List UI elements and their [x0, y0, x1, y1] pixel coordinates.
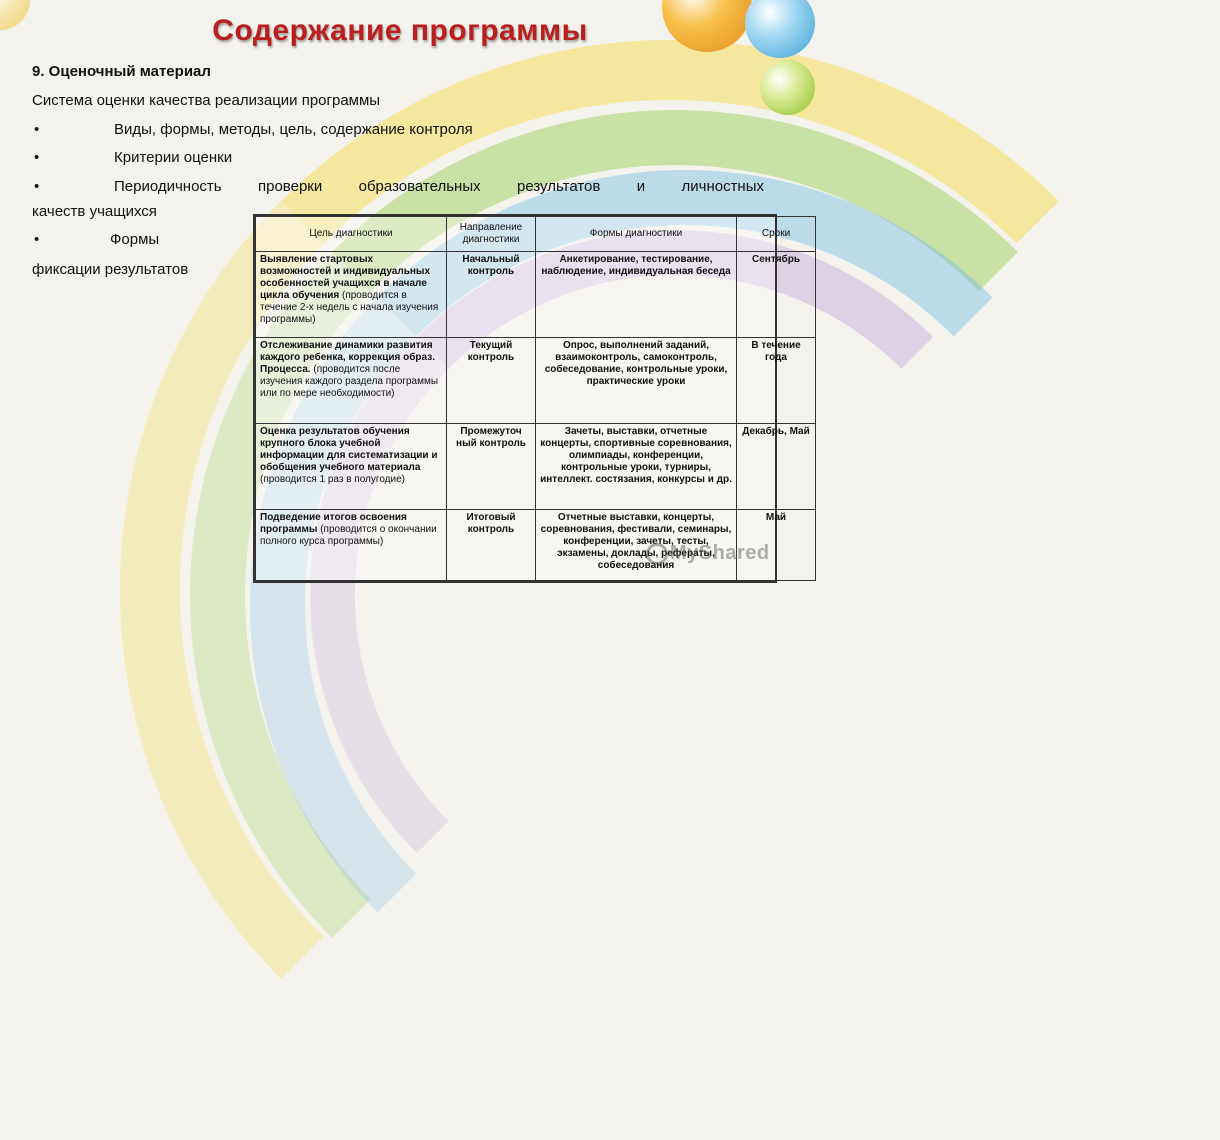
forms-cell: Анкетирование, тестирование, наблюдение, индивидуальная беседа [536, 252, 737, 338]
bullet-text: Формы [110, 231, 160, 248]
bullet-marker: • [34, 149, 40, 166]
column-header: Сроки [737, 217, 816, 252]
table-header-row [256, 217, 816, 252]
goal-cell [256, 509, 447, 580]
goal-text: Выявление стартовых возможностей и индивидуальных особенностей учащихся в начале цикла обучения [260, 254, 431, 301]
terms-cell: Декабрь, Май [737, 424, 816, 510]
goal-note: (проводится после изучения каждого раздела программы или по мере необходимости) [260, 363, 439, 399]
bullet-text: Виды, формы, методы, цель, содержание контроля [114, 121, 473, 138]
forms-cell: Отчетные выставки, концерты, соревнования, фестивали, семинары, конференции, зачеты, тесты, экзамены, доклады, рефераты, собеседования [536, 509, 737, 580]
watermark-logo-icon [646, 543, 668, 565]
goal-cell [256, 424, 447, 510]
section-heading: 9. Оценочный материал [32, 63, 211, 80]
decor-ball-green [760, 60, 815, 115]
direction-cell: Итоговый контроль [447, 509, 536, 580]
direction-cell: Промежуточ ный контроль [447, 424, 536, 510]
goal-note: (проводится 1 раз в полугодие) [260, 474, 405, 486]
bullet-text: Критерии оценки [114, 149, 233, 166]
goal-note: (проводится о окончании полного курса программы) [260, 523, 437, 547]
bullet-text-continuation: фиксации результатов [32, 261, 189, 278]
terms-cell: В течение года [737, 337, 816, 424]
diagnostics-table [253, 214, 810, 583]
goal-text: Подведение итогов освоения программы [260, 511, 407, 535]
forms-cell: Зачеты, выставки, отчетные концерты, спортивные соревнования, олимпиады, конференции, контрольные уроки, турниры, интеллект. состязания, конкурсы и др. [536, 424, 737, 510]
bullet-marker: • [34, 121, 40, 138]
goal-text: Оценка результатов обучения крупного блока учебной информации для систематизации и обобщения учебного материала [260, 426, 438, 474]
bullet-marker: • [34, 178, 40, 195]
goal-text: Отслеживание динамики развития каждого ребенка, коррекция образ. Процесса. [260, 339, 435, 375]
direction-cell: Текущий контроль [447, 337, 536, 424]
slide-title: Содержание программы [212, 14, 588, 47]
goal-cell [256, 337, 447, 424]
column-header: Цель диагностики [256, 217, 447, 252]
column-header: Формы диагностики [536, 217, 737, 252]
table-row [256, 252, 816, 338]
bullet-marker: • [34, 231, 40, 248]
goal-cell [256, 252, 447, 338]
watermark-text: MyShared [670, 542, 770, 564]
terms-cell: Сентябрь [737, 252, 816, 338]
bullet-text-continuation: качеств учащихся [32, 203, 157, 220]
forms-cell: Опрос, выполнений заданий, взаимоконтроль, самоконтроль, собеседование, контрольные уроки, практические уроки [536, 337, 737, 424]
bullet-text: Периодичность проверки образовательных результатов и личностных [114, 178, 764, 195]
watermark [646, 542, 770, 565]
intro-text: Система оценки качества реализации программы [32, 92, 381, 109]
terms-cell: Май [737, 509, 816, 580]
column-header: Направление диагностики [447, 217, 536, 252]
goal-note: (проводится в течение 2-х недель с начала изучения программы) [260, 290, 439, 325]
direction-cell: Начальный контроль [447, 252, 536, 338]
table-row [256, 337, 816, 424]
table-row [256, 424, 816, 510]
